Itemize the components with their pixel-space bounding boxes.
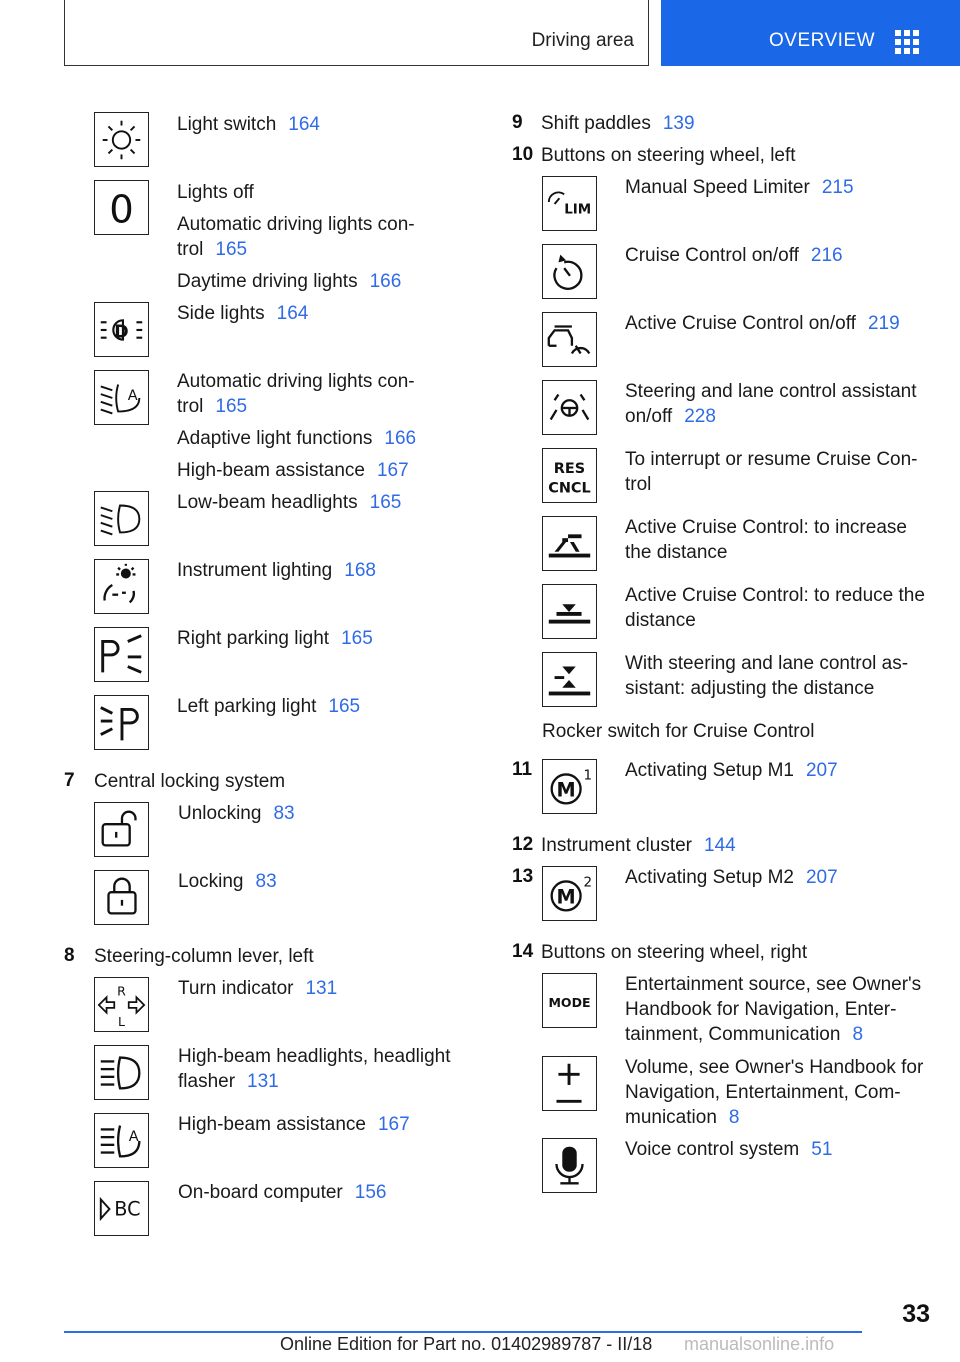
active-cruise-icon	[542, 312, 597, 367]
item-13-number: 13	[512, 866, 534, 887]
high-beam-assist-icon	[94, 1113, 149, 1168]
page-number: 33	[902, 1300, 930, 1328]
voice-control-ref[interactable]: 51	[811, 1139, 833, 1160]
cncl-glyph: CNCL	[548, 480, 591, 497]
header-section-title: Driving area	[531, 30, 634, 51]
adaptive-light-label: Adaptive light functions	[177, 428, 373, 449]
daytime-lights-label: Daytime driving lights	[177, 271, 358, 292]
item-7-number: 7	[64, 770, 75, 791]
auto-lights-label-1: Automatic driving lights con- trol	[177, 214, 415, 260]
side-lights-ref[interactable]: 164	[276, 303, 309, 324]
right-parking-ref[interactable]: 165	[341, 628, 373, 649]
distance-adjust-icon	[542, 652, 597, 707]
side-lights-label: Side lights	[177, 303, 265, 324]
hba-ref-2[interactable]: 167	[377, 1114, 410, 1135]
turn-indicator-label: Turn indicator	[178, 978, 294, 999]
side-lights-glyph: D	[114, 322, 129, 343]
setup-m2-entry	[625, 865, 838, 890]
left-parking-entry	[177, 694, 360, 719]
board-computer-icon	[94, 1181, 149, 1236]
item-9-number: 9	[512, 112, 523, 133]
light-switch-ref[interactable]: 164	[288, 114, 320, 135]
lock-icon	[94, 870, 149, 925]
lane-assist-entry	[625, 379, 935, 429]
bc-glyph: BC	[114, 1197, 141, 1221]
setup-m1-entry	[625, 758, 838, 783]
rocker-switch-label: Rocker switch for Cruise Control	[542, 721, 815, 742]
turn-l-glyph: L	[118, 1014, 125, 1030]
instrument-cluster-entry	[541, 833, 736, 858]
grid-icon	[895, 30, 921, 52]
item-11-number: 11	[512, 759, 533, 780]
mode-glyph: MODE	[548, 994, 591, 1010]
m1-glyph: M	[556, 778, 576, 802]
res-cncl-icon	[542, 448, 597, 503]
item-14-number: 14	[512, 941, 534, 962]
setup-m1-ref[interactable]: 207	[805, 760, 838, 781]
mode-entry	[625, 972, 940, 1047]
turn-r-glyph: R	[117, 983, 126, 999]
speed-limiter-ref[interactable]: 215	[821, 177, 854, 198]
active-cruise-ref[interactable]: 219	[867, 313, 900, 334]
mode-label: Entertainment source, see Owner's Handbook for Navigation, Enter- tainment, Communication	[625, 974, 922, 1045]
lights-off-entry	[177, 180, 457, 301]
auto-lights-label-2: Automatic driving lights con- trol	[177, 371, 415, 417]
m2-icon	[542, 866, 597, 921]
active-cruise-entry	[625, 311, 900, 336]
res-cncl-entry	[625, 447, 935, 497]
cruise-control-ref[interactable]: 216	[810, 245, 843, 266]
speed-limiter-entry	[625, 175, 854, 200]
instrument-cluster-label: Instrument cluster	[541, 835, 692, 856]
side-lights-icon	[94, 302, 149, 357]
left-parking-ref[interactable]: 165	[328, 696, 361, 717]
unlock-entry	[178, 801, 295, 826]
speed-limiter-icon	[542, 176, 597, 231]
hba-ref-1[interactable]: 167	[376, 460, 409, 481]
volume-icon	[542, 1056, 597, 1111]
adaptive-light-ref[interactable]: 166	[384, 428, 417, 449]
unlock-icon	[94, 802, 149, 857]
lim-glyph: LIM	[564, 201, 592, 218]
watermark-text: manualsonline.info	[684, 1334, 835, 1354]
low-beam-ref[interactable]: 165	[369, 492, 402, 513]
item-8-number: 8	[64, 945, 75, 966]
cruise-control-entry	[625, 243, 843, 268]
instrument-lighting-ref[interactable]: 168	[344, 560, 376, 581]
low-beam-label: Low-beam headlights	[177, 492, 358, 513]
high-beam-entry	[178, 1044, 468, 1094]
light-switch-entry	[177, 112, 320, 137]
shift-paddles-entry	[541, 111, 695, 136]
left-parking-label: Left parking light	[177, 696, 317, 717]
unlock-ref[interactable]: 83	[273, 803, 295, 824]
board-computer-label: On-board computer	[178, 1182, 343, 1203]
hba-entry	[178, 1112, 410, 1137]
mode-icon	[542, 973, 597, 1028]
overview-tab-label: OVERVIEW	[769, 30, 876, 51]
res-cncl-label: To interrupt or resume Cruise Con- trol	[625, 449, 918, 495]
lane-assist-ref[interactable]: 228	[684, 406, 716, 427]
auto-lights-ref-2[interactable]: 165	[215, 396, 248, 417]
m1-icon	[542, 759, 597, 814]
item-12-number: 12	[512, 834, 534, 855]
volume-ref[interactable]: 8	[728, 1107, 740, 1128]
cruise-control-label: Cruise Control on/off	[625, 245, 799, 266]
distance-reduce-icon	[542, 584, 597, 639]
voice-control-label: Voice control system	[625, 1139, 800, 1160]
turn-indicator-entry	[178, 976, 337, 1001]
edition-text: Online Edition for Part no. 01402989787 - II/18	[280, 1334, 653, 1354]
lane-assist-label: Steering and lane control assistant on/off	[625, 381, 917, 427]
setup-m1-label: Activating Setup M1	[625, 760, 794, 781]
board-computer-ref[interactable]: 156	[354, 1182, 387, 1203]
active-cruise-label: Active Cruise Control on/off	[625, 313, 856, 334]
distance-increase-entry	[625, 515, 935, 565]
cruise-control-icon	[542, 244, 597, 299]
right-parking-entry	[177, 626, 373, 651]
auto-lights-glyph: A	[127, 387, 138, 404]
auto-lights-entry	[177, 369, 457, 490]
high-beam-ref[interactable]: 131	[247, 1071, 279, 1092]
instrument-lighting-label: Instrument lighting	[177, 560, 333, 581]
distance-reduce-label: Active Cruise Control: to reduce the distance	[625, 585, 925, 631]
central-locking-title: Central locking system	[94, 771, 286, 792]
left-parking-icon	[94, 695, 149, 750]
side-lights-entry	[177, 301, 308, 326]
mode-ref[interactable]: 8	[852, 1024, 864, 1045]
low-beam-entry	[177, 490, 401, 515]
volume-label: Volume, see Owner's Handbook for Navigation, Entertainment, Com- munication	[625, 1057, 924, 1128]
instrument-lighting-icon	[94, 559, 149, 614]
buttons-left-title: Buttons on steering wheel, left	[541, 145, 796, 166]
overview-tab[interactable]	[661, 0, 960, 66]
speed-limiter-label: Manual Speed Limiter	[625, 177, 810, 198]
board-computer-entry	[178, 1180, 386, 1205]
auto-lights-icon	[94, 370, 149, 425]
buttons-right-title: Buttons on steering wheel, right	[541, 942, 808, 963]
shift-paddles-ref[interactable]: 139	[662, 113, 695, 134]
lock-ref[interactable]: 83	[255, 871, 277, 892]
hba-glyph: A	[128, 1128, 139, 1145]
instrument-cluster-ref[interactable]: 144	[704, 835, 736, 856]
lock-label: Locking	[178, 871, 244, 892]
lane-assist-icon	[542, 380, 597, 435]
hba-label-1: High-beam assistance	[177, 460, 365, 481]
distance-increase-label: Active Cruise Control: to increase the distance	[625, 517, 907, 563]
header-section-box	[64, 0, 649, 66]
m2-glyph: M	[556, 885, 576, 909]
setup-m2-ref[interactable]: 207	[805, 867, 838, 888]
shift-paddles-label: Shift paddles	[541, 113, 651, 134]
volume-entry	[625, 1055, 940, 1130]
distance-adjust-label: With steering and lane control as- sistant: adjusting the distance	[625, 653, 909, 699]
steering-column-title: Steering-column lever, left	[94, 946, 314, 967]
m2-sup-glyph: 2	[583, 874, 593, 891]
microphone-icon	[542, 1138, 597, 1193]
m1-sup-glyph: 1	[583, 767, 593, 784]
lock-entry	[178, 869, 277, 894]
footer-divider	[64, 1331, 862, 1333]
hba-label-2: High-beam assistance	[178, 1114, 366, 1135]
daytime-lights-ref[interactable]: 166	[369, 271, 402, 292]
item-10-number: 10	[512, 144, 534, 165]
res-glyph: RES	[553, 461, 586, 478]
turn-indicator-ref[interactable]: 131	[305, 978, 338, 999]
lights-off-icon	[94, 180, 149, 235]
lights-off-glyph: 0	[109, 187, 134, 233]
turn-indicator-icon	[94, 977, 149, 1032]
right-parking-icon	[94, 627, 149, 682]
lights-off-label: Lights off	[177, 182, 254, 203]
low-beam-icon	[94, 491, 149, 546]
auto-lights-ref-1[interactable]: 165	[215, 239, 248, 260]
light-switch-label: Light switch	[177, 114, 277, 135]
light-switch-icon	[94, 112, 149, 167]
instrument-lighting-entry	[177, 558, 376, 583]
setup-m2-label: Activating Setup M2	[625, 867, 794, 888]
high-beam-icon	[94, 1045, 149, 1100]
high-beam-label: High-beam headlights, headlight flasher	[178, 1046, 451, 1092]
distance-reduce-entry	[625, 583, 935, 633]
unlock-label: Unlocking	[178, 803, 262, 824]
distance-increase-icon	[542, 516, 597, 571]
right-parking-label: Right parking light	[177, 628, 330, 649]
distance-adjust-entry	[625, 651, 935, 701]
voice-control-entry	[625, 1137, 832, 1162]
